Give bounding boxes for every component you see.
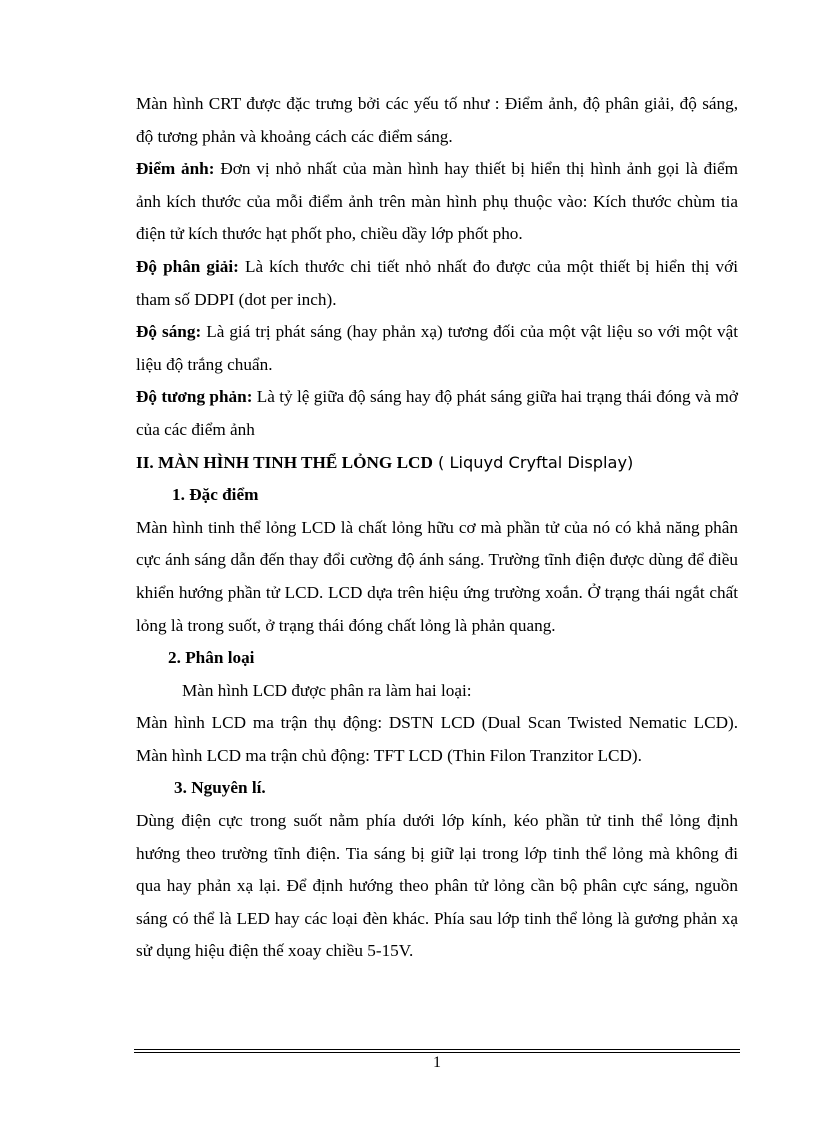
- section-title-english: ( Liquyd Cryftal Display): [432, 452, 634, 472]
- subsection-title-classification: 2. Phân loại: [168, 648, 255, 668]
- features-paragraph: Màn hình tinh thể lỏng LCD là chất lỏng hữu cơ mà phần tử của nó có khả năng phân cực ánh sáng dẫn đến thay đổi cường độ ánh sáng. Trường tĩnh điện được dùng để điều khiển hướng phần tử LCD. LCD dựa trên hiệu ứng trường xoắn. Ở trạng thái ngắt chất lỏng là trong suốt, ở trạng thái đóng chất lỏng là phản quang.: [136, 517, 738, 635]
- term-pixel: [136, 153, 738, 251]
- page-number-value: 1: [433, 1054, 441, 1071]
- term-definition: Là tỷ lệ giữa độ sáng hay độ phát sáng giữa hai trạng thái đóng và mở của các điểm ảnh: [136, 387, 738, 439]
- principle-paragraph: Dùng điện cực trong suốt nằm phía dưới lớp kính, kéo phần tử tinh thể lỏng định hướng theo trường tĩnh điện. Tia sáng bị giữ lại trong lớp tinh thể lỏng mà không đi qua hay phản xạ lại. Để định hướng theo phân tử lỏng cần bộ phân cực sáng, nguồn sáng có thể là LED hay các loại đèn khác. Phía sau lớp tinh thể lỏng là gương phản xạ sử dụng hiệu điện thế xoay chiều 5-15V.: [136, 811, 738, 961]
- intro-paragraph: Màn hình CRT được đặc trưng bởi các yếu tố như : Điểm ảnh, độ phân giải, độ sáng, độ tương phản và khoảng cách các điểm sáng.: [136, 94, 738, 146]
- classification-lead: Màn hình LCD được phân ra làm hai loại:: [182, 680, 472, 700]
- footer-rule: [134, 1049, 740, 1050]
- term-resolution: [136, 251, 738, 316]
- term-brightness: [136, 316, 738, 381]
- term-label: Độ phân giải:: [136, 256, 239, 276]
- term-definition: Đơn vị nhỏ nhất của màn hình hay thiết bị hiển thị hình ảnh gọi là điểm ảnh kích thước của mỗi điểm ảnh trên màn hình phụ thuộc vào: Kích thước chùm tia điện tử kích thước hạt phốt pho, chiều dầy lớp phốt pho.: [136, 159, 738, 244]
- subsection-title-principle: 3. Nguyên lí.: [174, 778, 266, 798]
- section-title: II. MÀN HÌNH TINH THỂ LỎNG LCD: [136, 452, 433, 472]
- section-heading: [136, 447, 738, 480]
- classification-paragraph: Màn hình LCD ma trận thụ động: DSTN LCD (Dual Scan Twisted Nematic LCD). Màn hình LCD ma trận chủ động: TFT LCD (Thin Filon Tranzitor LCD).: [136, 713, 738, 765]
- document-body: [136, 88, 738, 968]
- term-definition: Là kích thước chi tiết nhỏ nhất đo được của một thiết bị hiển thị với tham số DDPI (dot per inch).: [136, 256, 738, 309]
- term-definition: Là giá trị phát sáng (hay phản xạ) tương đối của một vật liệu so với một vật liệu độ trắng chuẩn.: [136, 322, 738, 374]
- term-label: Độ sáng:: [136, 322, 202, 342]
- term-label: Điểm ảnh:: [136, 159, 215, 179]
- term-contrast: [136, 381, 738, 446]
- term-label: Độ tương phản:: [136, 387, 253, 407]
- page-number: [0, 1053, 816, 1073]
- subsection-title-features: 1. Đặc điểm: [172, 485, 259, 505]
